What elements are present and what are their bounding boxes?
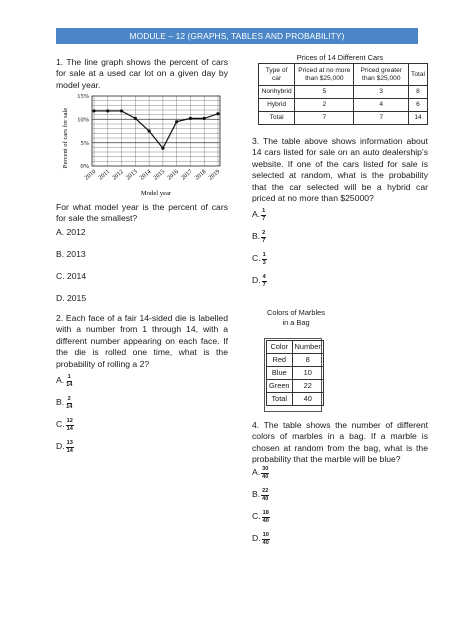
question-4-options — [252, 466, 428, 554]
x-tick-label: 2014 — [138, 168, 153, 182]
fraction: $\frac{2}{14}$ — [66, 396, 73, 410]
table-row — [259, 99, 428, 112]
marbles-table-title: Colors of Marbles in a Bag — [267, 308, 325, 327]
table-cell: 6 — [409, 99, 428, 112]
x-tick-label: 2017 — [179, 168, 194, 182]
option-letter: B. — [56, 397, 65, 408]
option-letter: A. — [56, 375, 65, 386]
question-2-options — [56, 374, 228, 462]
q3-option-c[interactable] — [252, 252, 428, 266]
y-tick-label: 10% — [77, 116, 89, 124]
table-header-cell: Color — [267, 341, 293, 354]
data-point — [106, 109, 109, 112]
option-letter: C. — [56, 419, 65, 430]
table-row — [259, 86, 428, 99]
table-cell: 4 — [354, 99, 409, 112]
table-header-cell: Total — [409, 64, 428, 86]
table-cell: Red — [267, 354, 293, 367]
fraction: $\frac{1}{7}$ — [262, 208, 266, 222]
q4-option-c[interactable] — [252, 510, 428, 524]
graph-series — [92, 109, 219, 150]
fraction: $\frac{1}{14}$ — [66, 374, 73, 388]
table-cell: 8 — [292, 354, 323, 367]
option-letter: D. — [252, 275, 261, 286]
table-row — [267, 354, 324, 367]
fraction: $\frac{13}{14}$ — [66, 440, 73, 454]
q3-option-b[interactable] — [252, 230, 428, 244]
x-tick-label: 2015 — [152, 168, 167, 182]
option-letter: B. — [252, 231, 261, 242]
table-cell: 2 — [295, 99, 354, 112]
q4-option-a[interactable] — [252, 466, 428, 480]
fraction: $\frac{12}{14}$ — [66, 418, 73, 432]
q2-option-a[interactable] — [56, 374, 228, 388]
x-tick-label: 2012 — [110, 168, 125, 182]
graph-x-label: Model year — [140, 190, 172, 197]
question-3-options — [252, 208, 428, 296]
option-letter: C. — [252, 253, 261, 264]
y-tick-label: 5% — [80, 139, 89, 147]
data-point — [175, 120, 178, 123]
option-letter: D. — [252, 533, 261, 544]
y-tick-label: 0% — [80, 163, 89, 171]
q1-option-d[interactable]: D. 2015 — [56, 292, 87, 303]
table-cell: 40 — [292, 393, 323, 406]
table-header-row — [267, 341, 324, 354]
graph-x-ticks — [83, 168, 221, 181]
table-cell: Nonhybrid — [259, 86, 295, 99]
q3-option-a[interactable] — [252, 208, 428, 222]
table-cell: 8 — [409, 86, 428, 99]
table-cell: Blue — [267, 367, 293, 380]
table-row — [259, 112, 428, 125]
x-tick-label: 2016 — [165, 168, 180, 182]
option-letter: C. — [252, 511, 261, 522]
q4-option-d[interactable] — [252, 532, 428, 546]
table-cell: 22 — [292, 380, 323, 393]
data-point — [134, 117, 137, 120]
x-tick-label: 2018 — [193, 168, 208, 182]
option-letter: A. — [252, 467, 261, 478]
module-header: MODULE – 12 (GRAPHS, TABLES AND PROBABILITY) — [56, 28, 418, 44]
x-tick-label: 2019 — [207, 168, 222, 182]
table-header-row — [259, 64, 428, 86]
graph-y-label: Percent of cars for sale — [62, 107, 69, 169]
table-row — [267, 393, 324, 406]
table-cell: Hybrid — [259, 99, 295, 112]
graph-y-ticks — [77, 93, 89, 170]
cars-table-title: Prices of 14 Different Cars — [296, 53, 384, 62]
q3-option-d[interactable] — [252, 274, 428, 288]
fraction: $\frac{30}{40}$ — [262, 466, 269, 480]
x-tick-label: 2013 — [124, 168, 139, 182]
data-point — [120, 109, 123, 112]
question-1-text: 1. The line graph shows the percent of cars for sale at a used car lot on a given day by model year. — [56, 57, 228, 90]
cars-table — [258, 63, 428, 125]
table-header-cell: Priced greater than $25,000 — [354, 64, 409, 86]
option-letter: A. — [252, 209, 261, 220]
q2-option-c[interactable] — [56, 418, 228, 432]
option-letter: B. — [252, 489, 261, 500]
table-cell: 5 — [295, 86, 354, 99]
fraction: $\frac{10}{40}$ — [262, 532, 269, 546]
table-row — [267, 380, 324, 393]
x-tick-label: 2011 — [97, 168, 112, 182]
question-3-text: 3. The table above shows information about 14 cars listed for sale on an auto dealership’s website. If one of the cars listed for sale is selected at random, what is the probability that the car selected will be a hybrid car priced at no more than $25000? — [252, 136, 428, 204]
q2-option-b[interactable] — [56, 396, 228, 410]
y-tick-label: 15% — [77, 93, 89, 101]
fraction: $\frac{4}{7}$ — [262, 274, 266, 288]
data-point — [148, 129, 151, 132]
table-cell: 10 — [292, 367, 323, 380]
table-cell: Total — [259, 112, 295, 125]
table-cell: Total — [267, 393, 293, 406]
x-tick-label: 2010 — [83, 168, 98, 182]
question-4-text: 4. The table shows the number of different colors of marbles in a bag. If a marble is chosen at random from the bag, what is the probability that the marble will be blue? — [252, 420, 428, 465]
q1-option-b[interactable]: B. 2013 — [56, 248, 86, 259]
data-point — [203, 117, 206, 120]
data-point — [161, 147, 164, 150]
question-1-options — [56, 227, 228, 315]
table-header-cell: Number — [292, 341, 323, 354]
data-point — [189, 117, 192, 120]
q1-option-c[interactable]: C. 2014 — [56, 270, 87, 281]
q1-option-a[interactable]: A. 2012 — [56, 227, 86, 237]
fraction: $\frac{2}{7}$ — [262, 230, 266, 244]
q4-option-b[interactable] — [252, 488, 428, 502]
data-point — [92, 109, 95, 112]
q2-option-d[interactable] — [56, 440, 228, 454]
fraction: $\frac{1}{3}$ — [262, 252, 266, 266]
table-cell: 3 — [354, 86, 409, 99]
table-header-cell: Priced at no more than $25,000 — [295, 64, 354, 86]
data-point — [216, 112, 219, 115]
marbles-table — [266, 340, 324, 406]
table-cell: 7 — [354, 112, 409, 125]
option-letter: D. — [56, 441, 65, 452]
table-cell: 14 — [409, 112, 428, 125]
table-row — [267, 367, 324, 380]
question-1-prompt: For what model year is the percent of cars for sale the smallest? — [56, 202, 228, 224]
fraction: $\frac{18}{40}$ — [262, 510, 269, 524]
line-graph — [60, 90, 225, 198]
table-cell: 7 — [295, 112, 354, 125]
graph-grid — [92, 96, 220, 166]
plot-frame — [92, 96, 220, 166]
table-header-cell: Type of car — [259, 64, 295, 86]
fraction: $\frac{22}{40}$ — [262, 488, 269, 502]
question-2-text: 2. Each face of a fair 14-sided die is labelled with a number from 1 through 14, with a different number appearing on each face. If the die is rolled one time, what is the probability of rolling a 2? — [56, 313, 228, 369]
table-cell: Green — [267, 380, 293, 393]
